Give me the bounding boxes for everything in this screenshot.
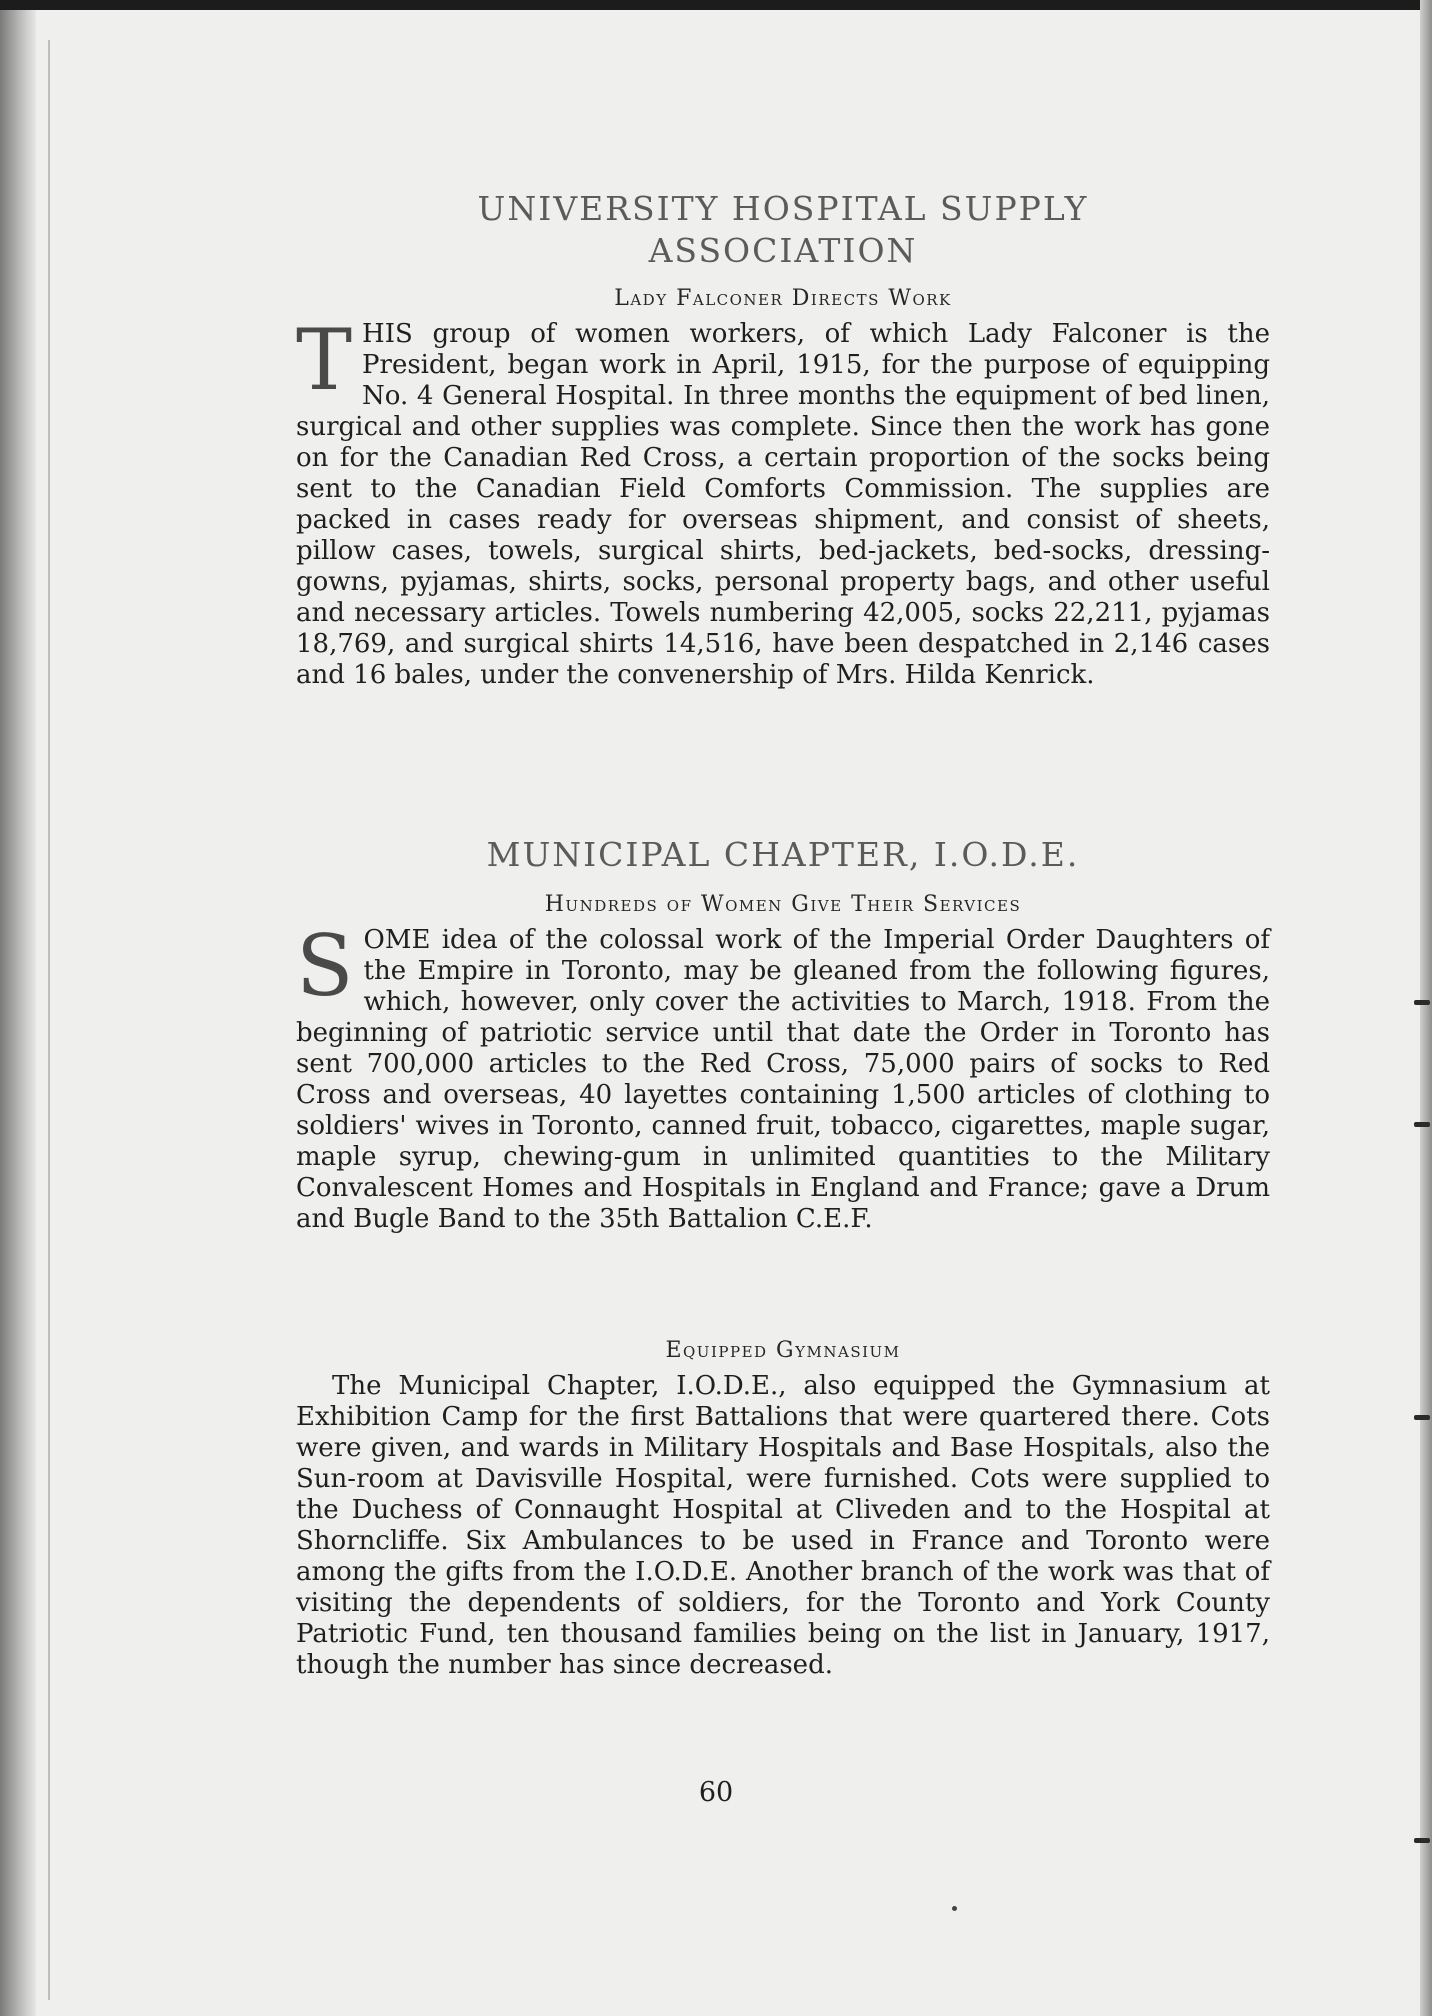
right-binding-edge — [1420, 0, 1432, 2016]
paragraph-text: OME idea of the colossal work of the Imperial Order Daughters of the Empire in Toronto, may be gleaned from the following figures, which, however, only cover the activities to March, 1918. From the beginning of patriotic service until that date the Order in Toronto has sent 700,000 articles to the Red Cross, 75,000 pairs of socks to Red Cross and overseas, 40 layettes containing 1,500 articles of clothing to soldiers' wives in Toronto, canned fruit, tobacco, cigarettes, maple sugar, maple syrup, chewing-gum in unlimited quantities to the Military Convalescent Homes and Hospitals in England and France; gave a Drum and Bugle Band to the 35th Battalion C.E.F. — [296, 925, 1270, 1234]
page-gutter-shadow — [0, 0, 36, 2016]
page-number: 60 — [698, 1777, 734, 1808]
section-title: UNIVERSITY HOSPITAL SUPPLY — [477, 189, 1089, 228]
section-municipal-chapter — [296, 834, 1270, 1235]
paragraph-text: HIS group of women workers, of which Lady Falconer is the President, began work in April, 1915, for the purpose of equipping No. 4 General Hospital. In three months the equipment of bed linen, surgical and other supplies was complete. Since then the work has gone on for the Canadian Red Cross, a certain proportion of the socks being sent to the Canadian Field Comforts Commission. The supplies are packed in cases ready for overseas shipment, and consist of sheets, pillow cases, towels, surgical shirts, bed-jackets, bed-socks, dressing-gowns, pyjamas, shirts, socks, personal property bags, and other useful and necessary articles. Towels numbering 42,005, socks 22,211, pyjamas 18,769, and surgical shirts 14,516, have been despatched in 2,146 cases and 16 bales, under the convenership of Mrs. Hilda Kenrick. — [296, 319, 1270, 690]
drop-cap: T — [296, 311, 353, 409]
binding-thread-mark — [1414, 1000, 1430, 1005]
section-equipped-gymnasium — [296, 1338, 1270, 1681]
section-title-continued: ASSOCIATION — [648, 231, 918, 270]
drop-cap: S — [296, 917, 354, 1015]
section-paragraph — [296, 917, 1270, 1235]
section-subtitle: Lady Falconer Directs Work — [614, 286, 952, 311]
binding-thread-mark — [1414, 1122, 1430, 1127]
page-edge-line — [48, 40, 50, 2000]
section-paragraph — [296, 311, 1270, 691]
section-subtitle: Equipped Gymnasium — [665, 1338, 901, 1363]
top-edge-shadow — [0, 0, 1432, 10]
section-university-hospital-supply — [296, 188, 1270, 691]
section-subtitle: Hundreds of Women Give Their Services — [544, 892, 1022, 917]
binding-thread-mark — [1414, 1415, 1430, 1420]
section-title: MUNICIPAL CHAPTER, I.O.D.E. — [486, 835, 1080, 874]
ink-speck — [952, 1906, 957, 1911]
section-paragraph: The Municipal Chapter, I.O.D.E., also equipped the Gymnasium at Exhibition Camp for the first Battalions that were quartered there. Cots were given, and wards in Military Hospitals and Base Hospitals, also the Sun-room at Davisville Hospital, were furnished. Cots were supplied to the Duchess of Connaught Hospital at Cliveden and to the Hospital at Shorncliffe. Six Ambulances to be used in France and Toronto were among the gifts from the I.O.D.E. Another branch of the work was that of visiting the dependents of soldiers, for the Toronto and York County Patriotic Fund, ten thousand families being on the list in January, 1917, though the number has since decreased. — [296, 1371, 1270, 1680]
binding-thread-mark — [1414, 1838, 1430, 1843]
